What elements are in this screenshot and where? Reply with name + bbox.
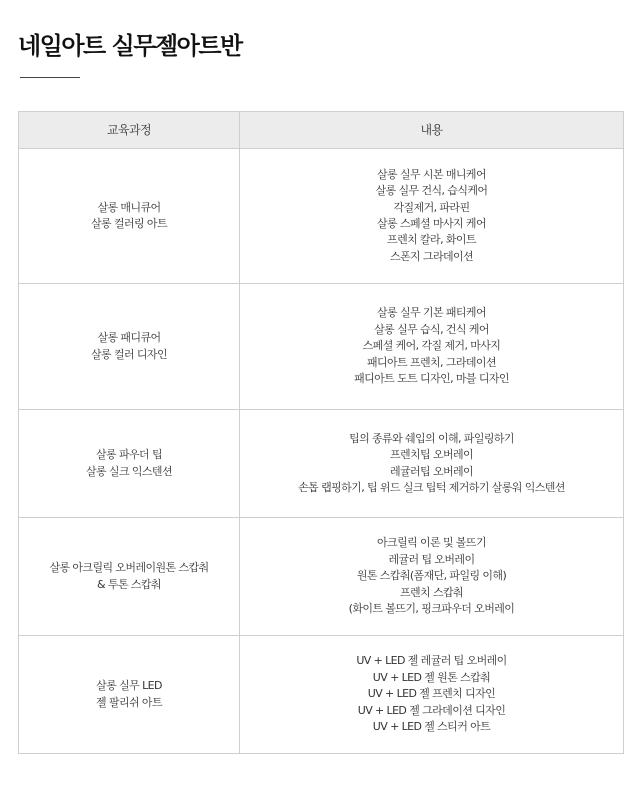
content-line: 프렌치팁 오버레이 [389, 448, 474, 462]
curriculum-table [18, 111, 624, 754]
table-row [19, 410, 624, 518]
content-line: 프렌치 스캅춰 [399, 585, 464, 599]
course-cell [19, 636, 240, 754]
content-line: 원톤 스캅춰(폼재단, 파일링 이해) [356, 569, 507, 583]
content-line: UV + LED 젤 원톤 스캅춰 [372, 670, 491, 684]
header-course: 교육과정 [19, 112, 240, 149]
content-line: 팁의 종류와 쉐입의 이해, 파일링하기 [349, 431, 514, 445]
content-line: 살롱 실무 습식, 건식 케어 [374, 322, 489, 336]
content-line: UV + LED 젤 그라데이션 디자인 [357, 703, 506, 717]
course-cell [19, 149, 240, 284]
content-cell [240, 636, 624, 754]
content-cell [240, 149, 624, 284]
course-line: & 투톤 스캅춰 [97, 577, 161, 591]
content-line: 패디아트 도트 디자인, 마블 디자인 [354, 372, 509, 386]
course-line: 살롱 파우더 팁 [96, 448, 162, 462]
title-divider [20, 77, 80, 78]
course-line: 젤 팔리쉬 아트 [96, 695, 162, 709]
table-row [19, 518, 624, 636]
content-line: 살롱 실무 기본 패티케어 [377, 306, 486, 320]
header-content: 내용 [240, 112, 624, 149]
table-row [19, 284, 624, 410]
content-line: 손톱 랩핑하기, 팁 위드 실크 팁턱 제거하기 살롱워 익스텐션 [298, 480, 565, 494]
content-line: 패디아트 프렌치, 그라데이션 [366, 355, 496, 369]
content-line: 스페셜 케어, 각질 제거, 마사지 [362, 339, 501, 353]
content-cell [240, 284, 624, 410]
table-row [19, 149, 624, 284]
content-line: UV + LED 젤 프렌치 디자인 [367, 687, 496, 701]
table-header-row [19, 112, 624, 149]
course-line: 살롱 컬러링 아트 [91, 217, 167, 230]
content-line: 아크릴릭 이론 및 볼뜨기 [377, 536, 486, 550]
content-line: 스폰지 그라데이션 [389, 249, 474, 263]
content-line: 각질제거, 파라핀 [393, 200, 470, 214]
content-line: UV + LED 젤 스티커 아트 [372, 720, 491, 734]
content-cell [240, 518, 624, 636]
content-line: 살롱 스페셜 마사지 케어 [377, 217, 486, 230]
course-cell [19, 410, 240, 518]
course-line: 살롱 실크 익스텐션 [85, 464, 172, 478]
course-line: 살롱 컬러 디자인 [91, 347, 167, 361]
content-cell [240, 410, 624, 518]
course-cell [19, 518, 240, 636]
content-line: (화이트 볼뜨기, 핑크파우더 오버레이 [348, 602, 515, 616]
content-line: UV + LED 젤 레귤러 팁 오버레이 [356, 654, 507, 668]
content-line: 살롱 실무 건식, 습식케어 [375, 184, 488, 198]
content-line: 레귤러팁 오버레이 [389, 464, 474, 478]
course-line: 살롱 실무 LED [96, 679, 162, 693]
content-line: 프렌치 칼라, 화이트 [387, 233, 476, 247]
course-cell [19, 284, 240, 410]
course-line: 살롱 패디큐어 [97, 331, 161, 345]
content-line: 레귤러 팁 오버레이 [388, 552, 475, 566]
page-title: 네일아트 실무젤아트반 [18, 32, 242, 60]
table-row [19, 636, 624, 754]
course-line: 살롱 매니큐어 [97, 200, 161, 214]
course-line: 살롱 아크릴릭 오버레이원톤 스캅춰 [49, 561, 209, 575]
content-line: 살롱 실무 시본 매니케어 [377, 167, 486, 181]
